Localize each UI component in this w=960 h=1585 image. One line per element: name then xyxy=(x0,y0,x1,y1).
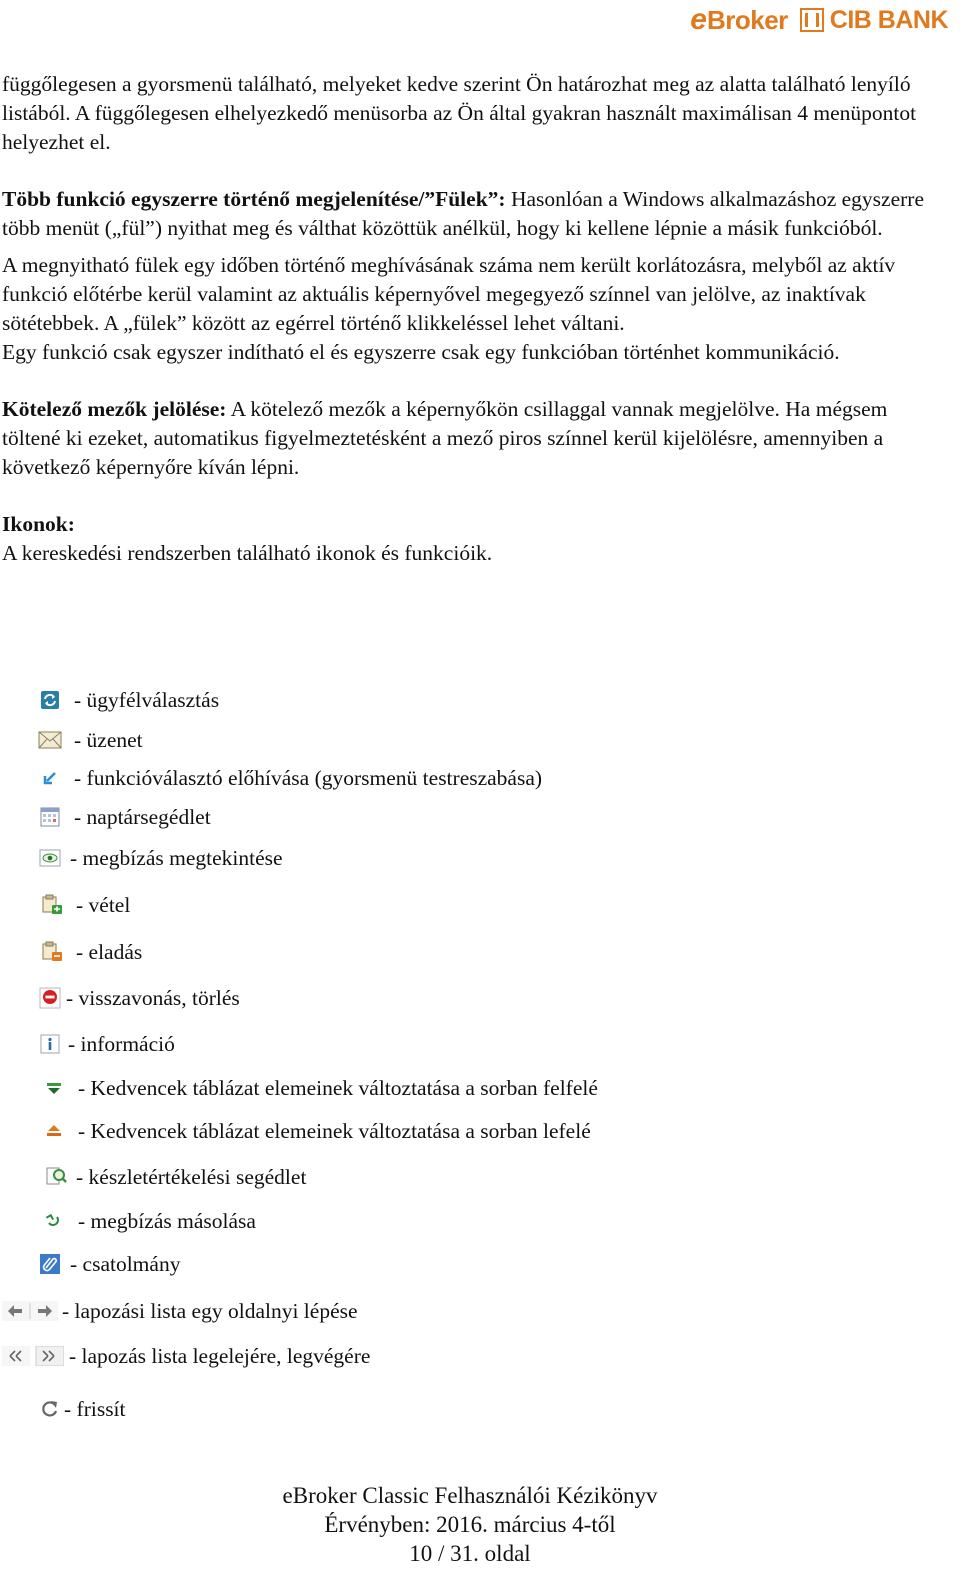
header-logos xyxy=(690,2,948,38)
icons-heading-text: Ikonok: xyxy=(2,512,75,536)
client-select-icon xyxy=(38,689,62,711)
list-item xyxy=(40,890,130,920)
icon-label: - naptársegédlet xyxy=(74,805,211,829)
ebroker-logo-e: e xyxy=(690,3,707,36)
list-item xyxy=(38,763,542,793)
list-item xyxy=(2,1341,370,1371)
list-item xyxy=(38,843,283,873)
list-item xyxy=(42,1116,591,1146)
info-icon xyxy=(38,1033,62,1055)
required-fields-text: A kötelező mezők a képernyőkön csillaggal vannak megjelölve. Ha mégsem töltené ki ezeket, automatikus figyelmeztetésként a mező piros színnel kerül kijelölésre, amennyiben a következő képernyőre kíván lépni. xyxy=(2,397,888,479)
icon-label: - frissít xyxy=(64,1397,126,1421)
icon-label: - Kedvencek táblázat elemeinek változtatása a sorban felfelé xyxy=(78,1076,598,1100)
footer-validity: Érvényben: 2016. március 4-től xyxy=(324,1512,616,1537)
footer-page-number: 10 / 31. oldal xyxy=(409,1541,531,1566)
icon-label: - Kedvencek táblázat elemeinek változtatása a sorban lefelé xyxy=(78,1119,591,1143)
move-up-icon xyxy=(42,1077,66,1099)
list-item xyxy=(38,1249,180,1279)
tabs-text: Hasonlóan a Windows alkalmazáshoz egyszerre több menüt („fül”) nyithat meg és válthat közöttük anélkül, hogy ki kellene lépnie a másik funkcióból. xyxy=(2,187,924,240)
icon-label: - információ xyxy=(68,1032,175,1056)
refresh-icon xyxy=(38,1398,62,1420)
required-fields-heading: Kötelező mezők jelölése: xyxy=(2,397,227,421)
tabs-paragraph xyxy=(2,185,950,243)
page-step-arrows-icon xyxy=(2,1300,58,1322)
tabs-heading: Több funkció egyszerre történő megjelenítése/”Fülek”: xyxy=(2,187,506,211)
icon-label: - funkcióválasztó előhívása (gyorsmenü testreszabása) xyxy=(74,766,543,790)
list-item xyxy=(44,1162,306,1192)
icon-label: - ügyfélválasztás xyxy=(74,688,220,712)
message-envelope-icon xyxy=(38,729,62,751)
list-item xyxy=(38,802,211,832)
icons-heading xyxy=(2,510,950,539)
eye-view-icon xyxy=(38,847,62,869)
cib-bank-logo xyxy=(800,6,948,35)
page-first-last-icon xyxy=(2,1345,64,1367)
icon-label: - készletértékelési segédlet xyxy=(76,1165,307,1189)
icons-intro: A kereskedési rendszerben található ikonok és funkcióik. xyxy=(2,541,493,565)
icon-label: - visszavonás, törlés xyxy=(66,986,240,1010)
list-item xyxy=(42,1206,256,1236)
arrow-down-left-icon xyxy=(38,767,62,789)
tabs-paragraph-2: A megnyitható fülek egy időben történő meghívásának száma nem került korlátozásra, melyből az aktív funkció előtérbe kerül valamint az aktuális képernyővel megegyező színnel van jelölve, az inaktívak sötétebbek. A „fülek” között az egérrel történő klikkeléssel lehet váltani. xyxy=(2,253,896,335)
icon-label: - eladás xyxy=(76,940,143,964)
document-body xyxy=(2,70,950,568)
list-item xyxy=(40,937,142,967)
icon-label: - megbízás másolása xyxy=(78,1209,256,1233)
cib-logo-text: CIB BANK xyxy=(829,5,948,34)
ebroker-logo-text: Broker xyxy=(706,4,788,35)
buy-clipboard-icon xyxy=(40,894,64,916)
attachment-icon xyxy=(38,1253,62,1275)
list-item xyxy=(38,1029,175,1059)
intro-paragraph: függőlegesen a gyorsmenü található, melyeket kedve szerint Ön határozhat meg az alatta található lenyíló listából. A függőlegesen elhelyezkedő menüsorba az Ön által gyakran használt maximálisan 4 menüpontot helyezhet el. xyxy=(2,72,917,154)
tabs-paragraph-3: Egy funkció csak egyszer indítható el és egyszerre csak egy funkcióban történhet kommunikáció. xyxy=(2,340,840,364)
stop-delete-icon xyxy=(38,987,62,1009)
required-fields-paragraph xyxy=(2,395,950,482)
list-item xyxy=(38,1394,126,1424)
icon-label: - üzenet xyxy=(74,728,143,752)
copy-order-icon xyxy=(42,1210,66,1232)
icon-label: - vétel xyxy=(76,893,131,917)
cib-logo-mark-icon xyxy=(800,8,824,32)
icon-label: - megbízás megtekintése xyxy=(70,846,283,870)
list-item xyxy=(38,983,240,1013)
page-footer xyxy=(0,1481,960,1568)
footer-title: eBroker Classic Felhasználói Kézikönyv xyxy=(282,1483,658,1508)
icon-label: - csatolmány xyxy=(70,1252,181,1276)
calendar-icon xyxy=(38,806,62,828)
list-item xyxy=(2,1296,358,1326)
ebroker-logo xyxy=(690,3,788,37)
sell-clipboard-icon xyxy=(40,941,64,963)
list-item xyxy=(38,685,219,715)
icon-label: - lapozás lista legelejére, legvégére xyxy=(69,1344,371,1368)
portfolio-evaluation-icon xyxy=(44,1166,68,1188)
move-down-icon xyxy=(42,1120,66,1142)
list-item xyxy=(38,725,143,755)
list-item xyxy=(42,1073,598,1103)
icon-label: - lapozási lista egy oldalnyi lépése xyxy=(62,1299,358,1323)
